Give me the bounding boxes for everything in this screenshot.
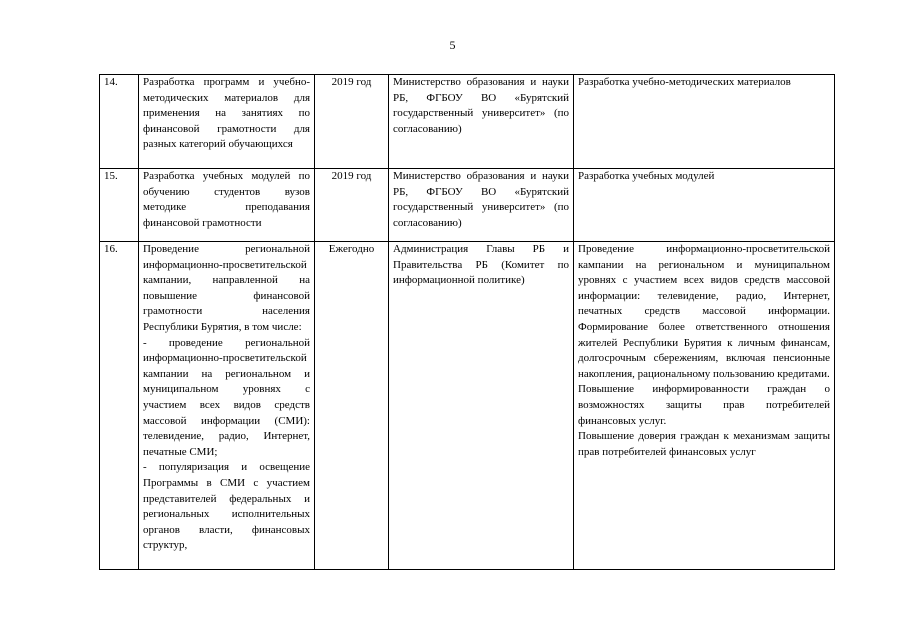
event-cell: Разработка программ и учебно-методических материалов для применения на занятиях по финансовой грамотности для разных категорий обучающихся <box>139 75 315 169</box>
event-cell <box>139 242 315 570</box>
term-cell: 2019 год <box>315 75 389 169</box>
row-number: 15. <box>100 169 139 242</box>
cell-paragraph: Проведение информационно-просветительской кампании на региональном и муниципальном уровнях с участием всех видов средств массовой информации: телевидение, радио, Интернет, печатных средств массовой информации. Формирование более ответственного отношения жителей Республики Бурятия к личным финансам, долгосрочным сбережениям, включая пенсионные накопления, рациональному пользованию кредитами. <box>578 243 830 380</box>
row-number: 14. <box>100 75 139 169</box>
measures-table <box>99 74 835 570</box>
result-cell <box>574 242 835 570</box>
cell-paragraph: - популяризация и освещение Программы в СМИ с участием представителей федеральных и региональных исполнительных органов власти, финансовых структур, <box>143 461 310 552</box>
table-row <box>100 169 835 242</box>
event-cell: Разработка учебных модулей по обучению студентов вузов методике преподавания финансовой грамотности <box>139 169 315 242</box>
cell-paragraph: Проведение региональной информационно-просветительской кампании, направленной на повышение финансовой грамотности населения Республики Бурятия, в том числе: <box>143 243 310 333</box>
cell-paragraph: Повышение доверия граждан к механизмам защиты прав потребителей финансовых услуг <box>578 430 830 458</box>
executor-cell: Министерство образования и науки РБ, ФГБОУ ВО «Бурятский государственный университет» (по согласованию) <box>389 169 574 242</box>
executor-cell: Министерство образования и науки РБ, ФГБОУ ВО «Бурятский государственный университет» (по согласованию) <box>389 75 574 169</box>
result-cell: Разработка учебных модулей <box>574 169 835 242</box>
cell-paragraph: Повышение информированности граждан о возможностях защиты прав потребителей финансовых услуг. <box>578 383 830 427</box>
executor-cell: Администрация Главы РБ и Правительства РБ (Комитет по информационной политике) <box>389 242 574 570</box>
row-number: 16. <box>100 242 139 570</box>
term-cell: 2019 год <box>315 169 389 242</box>
cell-paragraph: - проведение региональной информационно-просветительской кампании на региональном и муниципальном уровнях с участием всех видов средств массовой информации (СМИ): телевидение, радио, Интернет, печатные СМИ; <box>143 336 310 458</box>
table-row <box>100 75 835 169</box>
table-row <box>100 242 835 570</box>
result-cell: Разработка учебно-методических материалов <box>574 75 835 169</box>
page-number: 5 <box>449 38 456 52</box>
term-cell: Ежегодно <box>315 242 389 570</box>
